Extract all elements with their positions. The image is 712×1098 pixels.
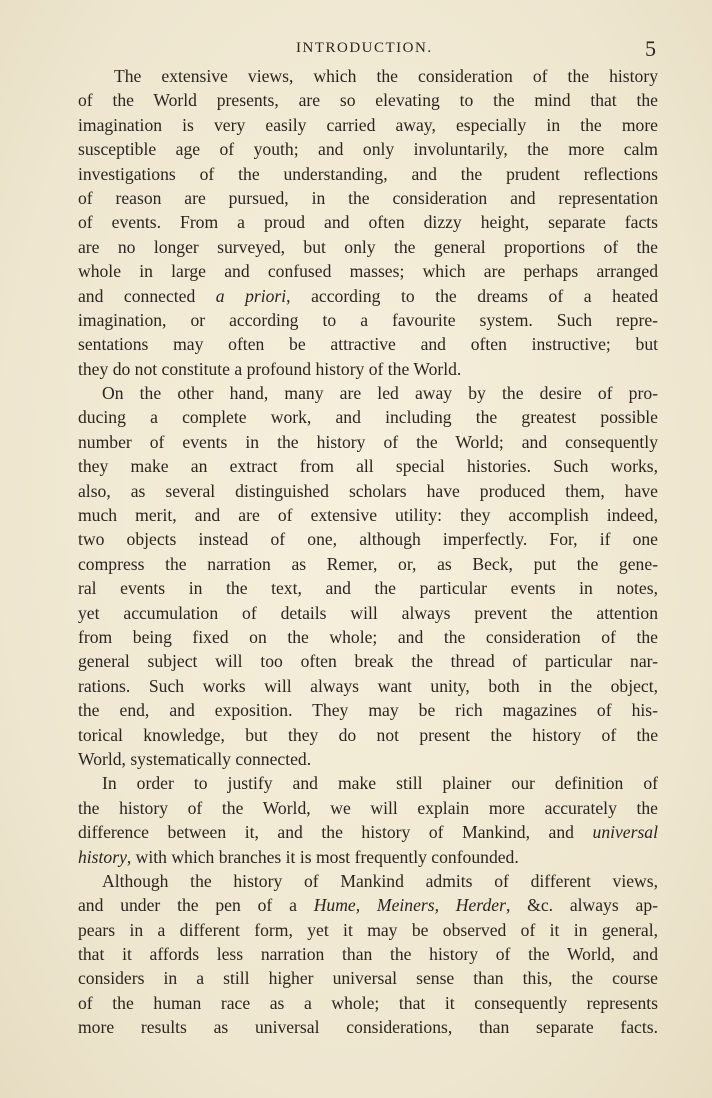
text-line: they make an extract from all special histories. Such works, bbox=[78, 456, 658, 477]
text-line: more results as universal considerations, than separate facts. bbox=[78, 1017, 658, 1038]
text-line: of the human race as a whole; that it consequently represents bbox=[78, 992, 658, 1013]
text-line: ral events in the text, and the particular events in notes, bbox=[78, 578, 658, 599]
text-line: Although the history of Mankind admits of different views, bbox=[102, 870, 658, 891]
paragraph-1 bbox=[78, 64, 658, 381]
text-line: of events. From a proud and often dizzy height, separate facts bbox=[78, 212, 658, 233]
text-line: general subject will too often break the thread of particular nar- bbox=[78, 651, 658, 672]
text-line: yet accumulation of details will always prevent the attention bbox=[78, 602, 658, 623]
text-line: much merit, and are of extensive utility: they accomplish indeed, bbox=[78, 505, 658, 526]
text-line: of reason are pursued, in the consideration and representation bbox=[78, 187, 658, 208]
text-line: the history of the World, we will explain more accurately the bbox=[78, 797, 658, 818]
text-line: from being fixed on the whole; and the consideration of the bbox=[78, 626, 658, 647]
text-line: imagination is very easily carried away, especially in the more bbox=[78, 114, 658, 135]
text-line: they do not constitute a profound history of the World. bbox=[78, 358, 462, 379]
text-line: of the World presents, are so elevating to the mind that the bbox=[78, 90, 658, 111]
italic-a-priori: a priori bbox=[215, 285, 287, 306]
text-line: torical knowledge, but they do not present the history of the bbox=[78, 724, 658, 745]
text-line: whole in large and confused masses; which are perhaps arranged bbox=[78, 261, 658, 282]
text-line-with-italic: and under the pen of a Hume, Meiners, Herder, &c. always ap- bbox=[78, 895, 658, 916]
text-line: ducing a complete work, and including the greatest possible bbox=[78, 407, 658, 428]
text-line: The extensive views, which the consideration of the history bbox=[114, 66, 658, 86]
text-line-with-italic: history, with which branches it is most frequently confounded. bbox=[78, 846, 519, 867]
italic-authors: Hume, Meiners, Herder bbox=[313, 895, 506, 916]
text-line: imagination, or according to a favourite system. Such repre- bbox=[78, 309, 658, 330]
paragraph-2 bbox=[78, 381, 658, 771]
text-line: that it affords less narration than the history of the World, and bbox=[78, 944, 658, 965]
text-line-with-italic: difference between it, and the history of Mankind, and universal bbox=[78, 822, 658, 843]
italic-history: history bbox=[78, 846, 127, 867]
text-line: investigations of the understanding, and the prudent reflections bbox=[78, 163, 658, 184]
text-line: compress the narration as Remer, or, as Beck, put the gene- bbox=[78, 553, 658, 574]
text-line: also, as several distinguished scholars have produced them, have bbox=[78, 480, 658, 501]
text-line: pears in a different form, yet it may be observed of it in general, bbox=[78, 919, 658, 940]
text-line: the end, and exposition. They may be rich magazines of his- bbox=[78, 700, 658, 721]
paragraph-4 bbox=[78, 869, 658, 1040]
text-line-with-italic: and connected a priori, according to the dreams of a heated bbox=[78, 285, 658, 306]
text-line: World, systematically connected. bbox=[78, 748, 312, 769]
text-line: sentations may often be attractive and often instructive; but bbox=[78, 334, 658, 355]
text-line: susceptible age of youth; and only involuntarily, the more calm bbox=[78, 139, 658, 160]
text-line: rations. Such works will always want unity, both in the object, bbox=[78, 675, 658, 696]
paragraph-3 bbox=[78, 771, 658, 869]
text-line: two objects instead of one, although imperfectly. For, if one bbox=[78, 529, 658, 550]
italic-universal: universal bbox=[592, 822, 658, 843]
text-line: On the other hand, many are led away by the desire of pro- bbox=[102, 383, 658, 404]
text-line: considers in a still higher universal sense than this, the course bbox=[78, 968, 658, 989]
body-text bbox=[78, 64, 658, 1040]
text-line: are no longer surveyed, but only the general proportions of the bbox=[78, 236, 658, 257]
text-line: In order to justify and make still plainer our definition of bbox=[102, 773, 658, 794]
page-number: 5 bbox=[645, 36, 656, 61]
page-header bbox=[0, 38, 712, 62]
running-head: INTRODUCTION. bbox=[296, 40, 433, 56]
text-line: number of events in the history of the World; and consequently bbox=[78, 431, 658, 452]
